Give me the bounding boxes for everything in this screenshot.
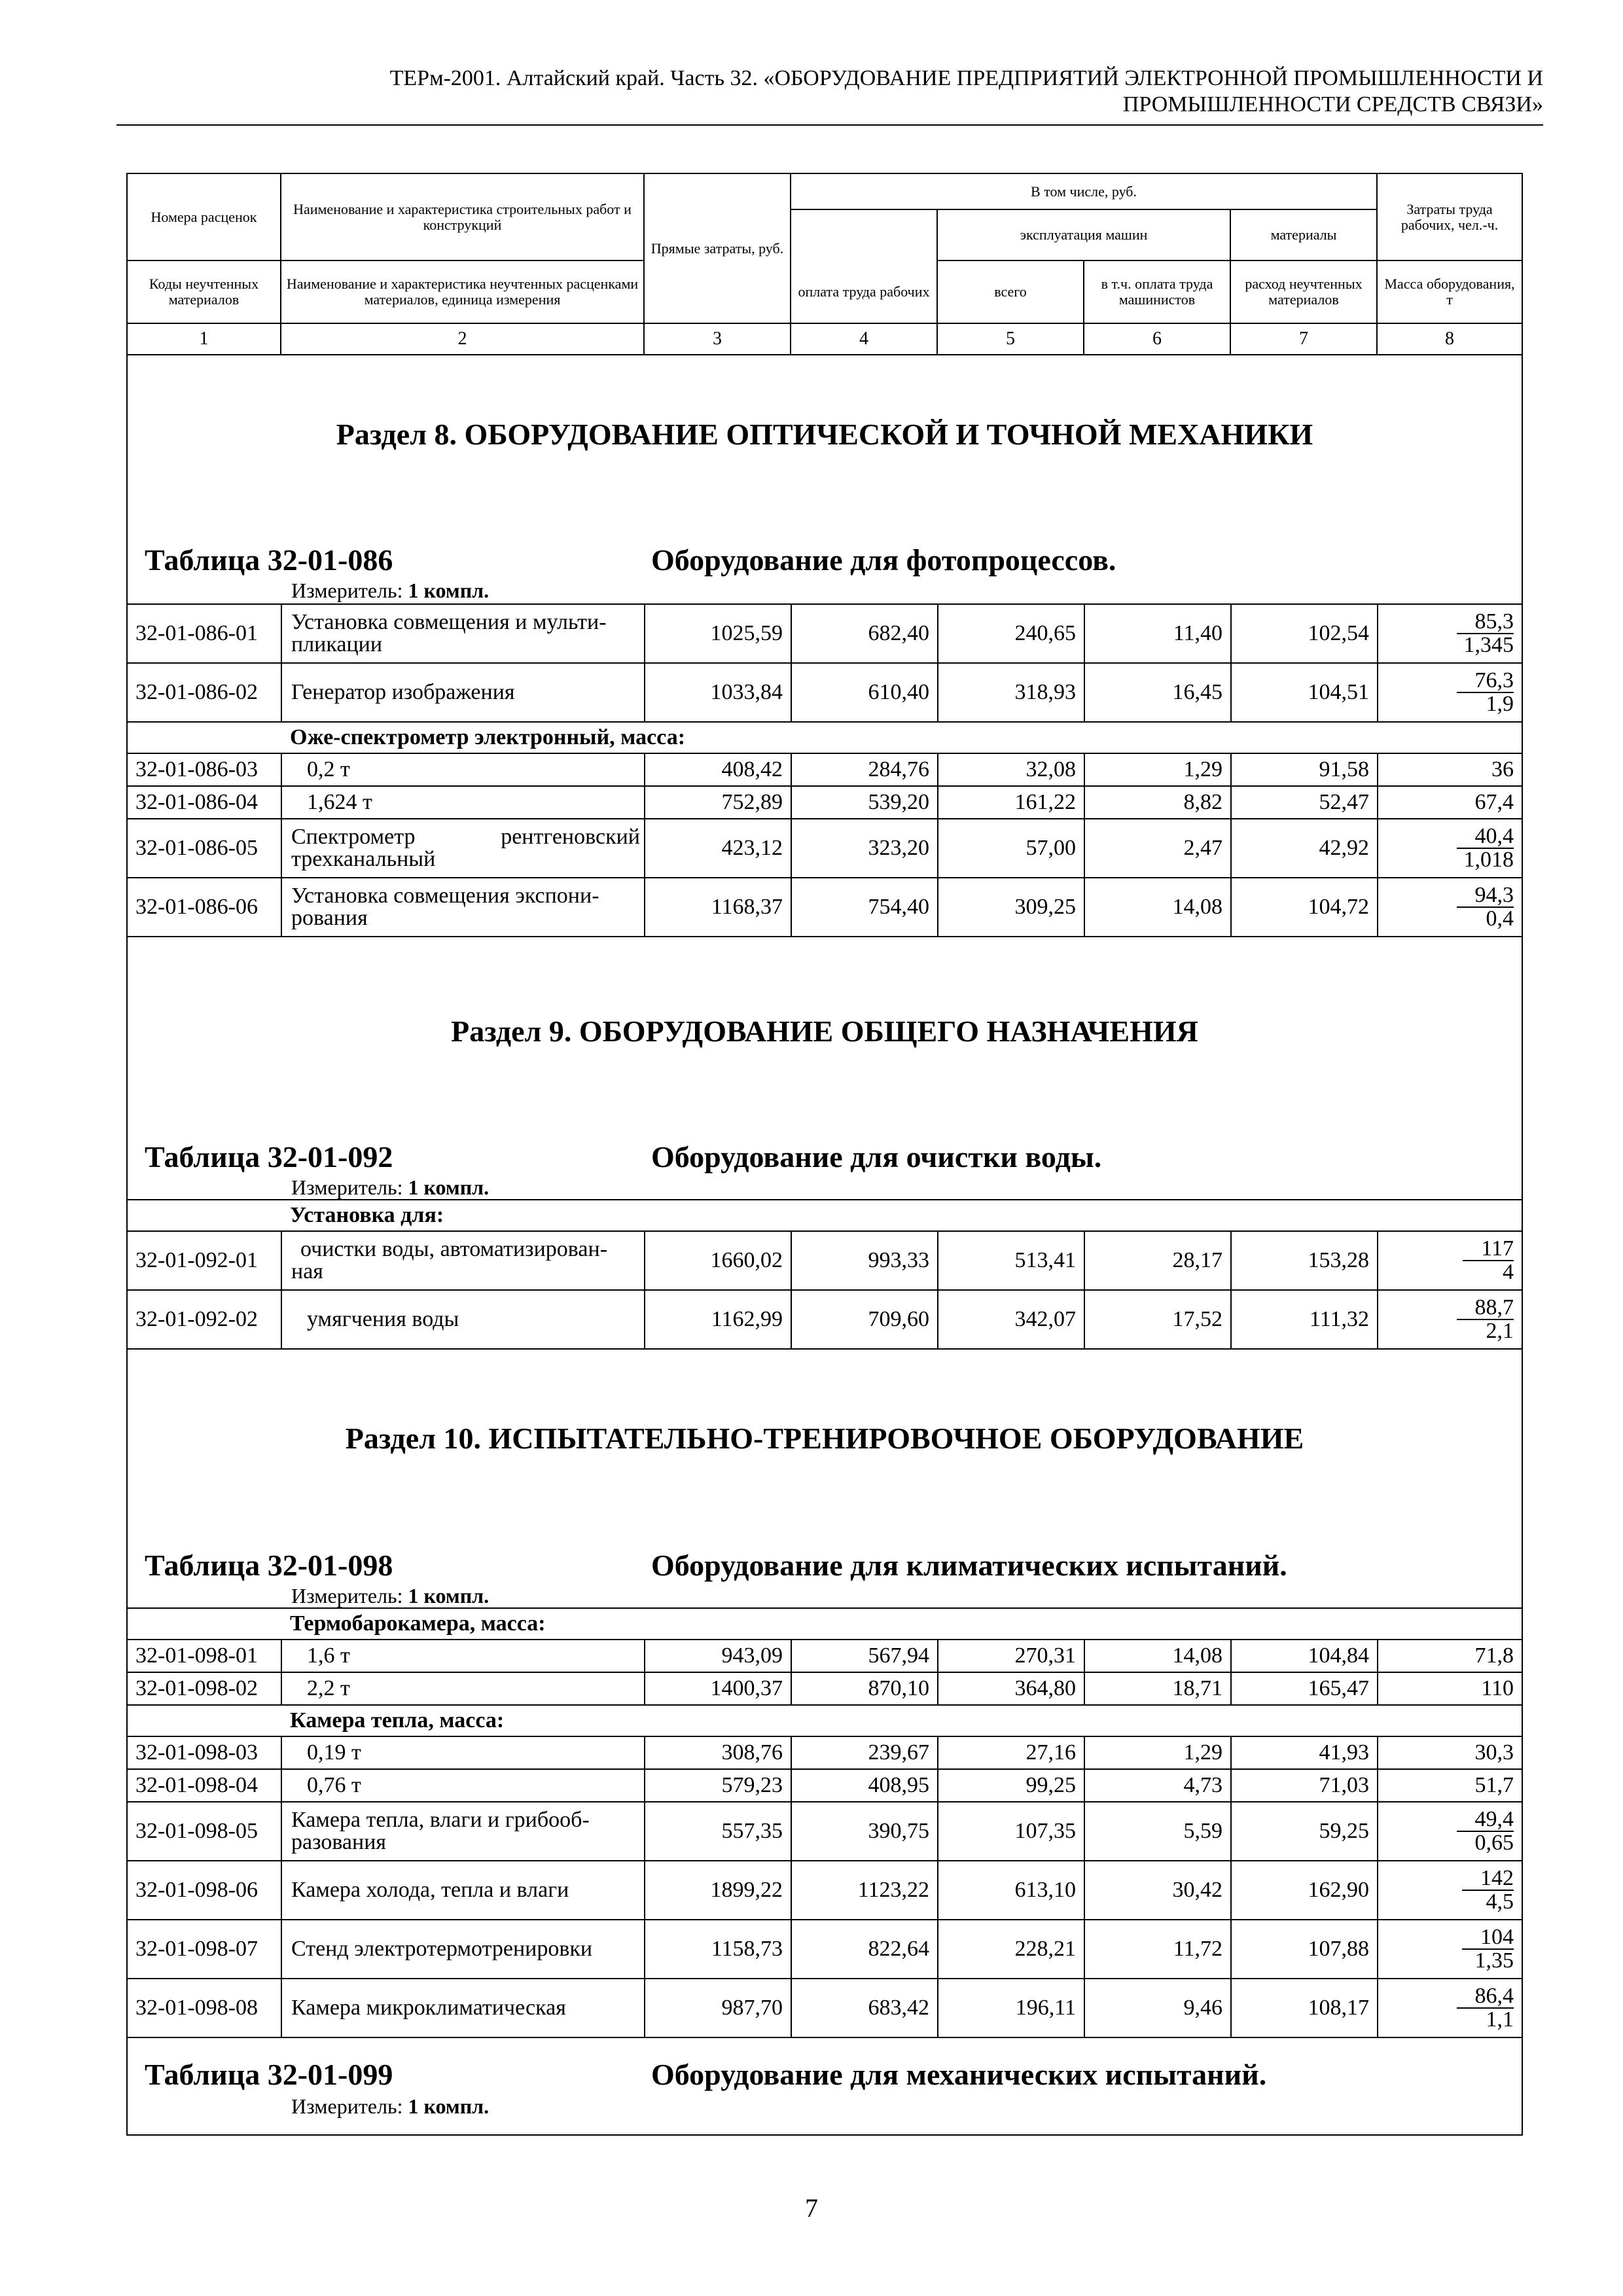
direct-costs: 1660,02: [644, 1232, 791, 1289]
operator-wages: 30,42: [1084, 1861, 1230, 1919]
header-rate-numbers: Номера расценок: [128, 174, 281, 260]
header-material-names: Наименование и характеристика неучтенных расценками материалов, единица измерения: [281, 260, 644, 323]
table-row: [128, 1860, 1522, 1920]
worker-wages: 1123,22: [791, 1861, 937, 1919]
subheading: Термобарокамера, масса:: [290, 1611, 546, 1636]
labor-costs: 110: [1377, 1673, 1522, 1704]
header-including: В том числе, руб.: [791, 174, 1377, 209]
operator-wages: 18,71: [1084, 1673, 1230, 1704]
column-number: 4: [791, 323, 937, 355]
labor-and-mass: [1377, 605, 1522, 662]
column-number: 6: [1084, 323, 1230, 355]
materials: 52,47: [1230, 787, 1377, 818]
direct-costs: 423,12: [644, 819, 791, 877]
worker-wages: 682,40: [791, 605, 937, 662]
labor-costs: 51,7: [1377, 1770, 1522, 1801]
header-direct-costs: Прямые затраты, руб.: [644, 174, 791, 323]
labor-and-mass: [1377, 1979, 1522, 2037]
rate-code: 32-01-098-01: [135, 1643, 258, 1668]
operator-wages: 11,72: [1084, 1920, 1230, 1978]
labor-and-mass: [1377, 1291, 1522, 1348]
operator-wages: 1,29: [1084, 754, 1230, 785]
worker-wages: 754,40: [791, 878, 937, 936]
equipment-mass: 0,4: [1486, 906, 1514, 931]
measure-value: 1 компл.: [408, 1584, 490, 1607]
machines-total: 196,11: [937, 1979, 1084, 2037]
column-number: 2: [281, 323, 644, 355]
rate-name: 0,19 т: [281, 1737, 644, 1768]
rate-code: 32-01-098-04: [135, 1773, 258, 1797]
worker-wages: 870,10: [791, 1673, 937, 1704]
rate-name: [281, 819, 644, 877]
labor-and-mass: [1377, 1803, 1522, 1860]
worker-wages: 390,75: [791, 1803, 937, 1860]
machines-total: 228,21: [937, 1920, 1084, 1978]
machines-total: 270,31: [937, 1640, 1084, 1672]
table-title: Оборудование для климатических испытаний.: [651, 1549, 1287, 1582]
header-rule: [116, 124, 1543, 126]
rate-name-part: ная: [291, 1259, 323, 1283]
rate-name-part: Спектрометр: [291, 825, 416, 849]
machines-total: 240,65: [937, 605, 1084, 662]
labor-costs: 36: [1377, 754, 1522, 785]
measure-label: Измеритель:: [291, 2094, 403, 2118]
column-number: 3: [644, 323, 791, 355]
header-work-name: Наименование и характеристика строительных работ и конструкций: [281, 174, 644, 260]
rate-code: 32-01-086-02: [135, 680, 258, 704]
materials: 107,88: [1230, 1920, 1377, 1978]
equipment-mass: 1,9: [1486, 692, 1514, 716]
equipment-mass: 1,35: [1474, 1948, 1514, 1973]
rate-name: [281, 605, 644, 662]
rate-name: умягчения воды: [281, 1291, 644, 1348]
subheading: Камера тепла, масса:: [290, 1708, 505, 1732]
materials: 59,25: [1230, 1803, 1377, 1860]
header-labor-costs: Затраты труда рабочих, чел.-ч.: [1377, 174, 1522, 260]
rate-code: 32-01-098-02: [135, 1676, 258, 1700]
labor-and-mass: [1377, 1920, 1522, 1978]
rate-name: 2,2 т: [281, 1673, 644, 1704]
table-row: [128, 1768, 1522, 1803]
column-number: 1: [128, 323, 281, 355]
measure-label: Измеритель:: [291, 1175, 403, 1199]
rate-name-text: Установка совмещения и мульти- пликации: [291, 610, 607, 656]
equipment-mass: 4: [1503, 1260, 1514, 1284]
rate-name: [281, 878, 644, 936]
header-machine-operation: эксплуатация машин: [937, 209, 1230, 260]
labor-costs: 85,3: [1457, 611, 1514, 634]
labor-costs: 94,3: [1457, 884, 1514, 908]
machines-total: 57,00: [937, 819, 1084, 877]
worker-wages: 539,20: [791, 787, 937, 818]
rate-name-part: Камера тепла, влаги и грибооб-: [291, 1808, 590, 1832]
rate-code: 32-01-086-05: [135, 836, 258, 860]
measure-unit: [291, 2093, 489, 2119]
table-code: Таблица 32-01-098: [145, 1549, 393, 1582]
direct-costs: 1168,37: [644, 878, 791, 936]
operator-wages: 28,17: [1084, 1232, 1230, 1289]
labor-costs: 40,4: [1457, 825, 1514, 849]
rate-code: 32-01-098-03: [135, 1740, 258, 1765]
labor-costs: 76,3: [1457, 670, 1514, 693]
running-header-line1: ТЕРм-2001. Алтайский край. Часть 32. «ОБОРУДОВАНИЕ ПРЕДПРИЯТИЙ ЭЛЕКТРОННОЙ ПРОМЫШЛЕННОСТИ И: [389, 66, 1543, 90]
machines-total: 99,25: [937, 1770, 1084, 1801]
materials: 104,84: [1230, 1640, 1377, 1672]
table-row: [128, 603, 1522, 664]
table-row: [128, 818, 1522, 878]
worker-wages: 323,20: [791, 819, 937, 877]
machines-total: 161,22: [937, 787, 1084, 818]
materials: 41,93: [1230, 1737, 1377, 1768]
materials: 91,58: [1230, 754, 1377, 785]
rate-name: Генератор изображения: [281, 664, 644, 721]
measure-value: 1 компл.: [408, 1175, 490, 1199]
materials: 162,90: [1230, 1861, 1377, 1919]
column-number: 8: [1377, 323, 1522, 355]
header-worker-wages: оплата труда рабочих: [791, 260, 937, 323]
rate-name-part: рентгеновский: [501, 825, 640, 849]
section-title: Раздел 8. ОБОРУДОВАНИЕ ОПТИЧЕСКОЙ И ТОЧНОЙ МЕХАНИКИ: [336, 418, 1313, 451]
rate-name-part: разования: [291, 1830, 387, 1854]
operator-wages: 17,52: [1084, 1291, 1230, 1348]
operator-wages: 9,46: [1084, 1979, 1230, 2037]
subheading: Оже-спектрометр электронный, масса:: [290, 725, 686, 749]
materials: 153,28: [1230, 1232, 1377, 1289]
rate-code: 32-01-086-06: [135, 895, 258, 919]
table-row: [128, 1736, 1522, 1770]
labor-costs: 88,7: [1457, 1297, 1514, 1320]
rate-code: 32-01-092-02: [135, 1307, 258, 1331]
machines-total: 342,07: [937, 1291, 1084, 1348]
operator-wages: 14,08: [1084, 878, 1230, 936]
column-header-table: [128, 174, 1522, 355]
rate-code: 32-01-086-03: [135, 757, 258, 781]
operator-wages: 11,40: [1084, 605, 1230, 662]
rate-code: 32-01-086-04: [135, 790, 258, 814]
rate-name: Стенд электротермотренировки: [281, 1920, 644, 1978]
column-number: 5: [937, 323, 1084, 355]
equipment-mass: 0,65: [1474, 1831, 1514, 1855]
table-title: Оборудование для очистки воды.: [651, 1140, 1102, 1174]
table-row: [128, 1919, 1522, 1979]
table-code: Таблица 32-01-086: [145, 543, 393, 577]
table-row: [128, 1230, 1522, 1291]
worker-wages: 709,60: [791, 1291, 937, 1348]
table-title: Оборудование для механических испытаний.: [651, 2058, 1267, 2091]
rate-code: 32-01-098-06: [135, 1878, 258, 1902]
labor-and-mass: [1377, 878, 1522, 936]
worker-wages: 567,94: [791, 1640, 937, 1672]
operator-wages: 16,45: [1084, 664, 1230, 721]
header-wages-spacer: [791, 209, 937, 260]
table-code: Таблица 32-01-092: [145, 1140, 393, 1174]
measure-value: 1 компл.: [408, 2094, 490, 2118]
table-row: [128, 785, 1522, 819]
table-row: [128, 1289, 1522, 1350]
header-operator-wages: в т.ч. оплата труда машинистов: [1084, 260, 1230, 323]
measure-unit: [291, 577, 489, 603]
direct-costs: 943,09: [644, 1640, 791, 1672]
machines-total: 107,35: [937, 1803, 1084, 1860]
running-header-line2: ПРОМЫШЛЕННОСТИ СРЕДСТВ СВЯЗИ»: [1122, 92, 1543, 117]
rate-code: 32-01-086-01: [135, 621, 258, 645]
rate-name: 0,76 т: [281, 1770, 644, 1801]
rate-name: 0,2 т: [281, 754, 644, 785]
rate-name: 1,6 т: [281, 1640, 644, 1672]
materials: 102,54: [1230, 605, 1377, 662]
rate-name: [281, 1803, 644, 1860]
measure-label: Измеритель:: [291, 579, 403, 602]
rate-name: Камера микроклиматическая: [281, 1979, 644, 2037]
machines-total: 27,16: [937, 1737, 1084, 1768]
operator-wages: 1,29: [1084, 1737, 1230, 1768]
labor-costs: 71,8: [1377, 1640, 1522, 1672]
labor-costs: 86,4: [1457, 1985, 1514, 2009]
operator-wages: 5,59: [1084, 1803, 1230, 1860]
rate-code: 32-01-098-07: [135, 1937, 258, 1961]
direct-costs: 752,89: [644, 787, 791, 818]
rate-name: [281, 1232, 644, 1289]
measure-unit: [291, 1174, 489, 1200]
operator-wages: 8,82: [1084, 787, 1230, 818]
materials: 111,32: [1230, 1291, 1377, 1348]
direct-costs: 1400,37: [644, 1673, 791, 1704]
table-row: [128, 877, 1522, 937]
header-material-consumption: расход неучтенных материалов: [1230, 260, 1377, 323]
rate-code: 32-01-092-01: [135, 1248, 258, 1272]
direct-costs: 579,23: [644, 1770, 791, 1801]
subheading: Установка для:: [290, 1203, 444, 1227]
worker-wages: 284,76: [791, 754, 937, 785]
rate-code: 32-01-098-05: [135, 1819, 258, 1843]
rate-name-part: трехканальный: [291, 847, 436, 871]
measure-label: Измеритель:: [291, 1584, 403, 1607]
direct-costs: 557,35: [644, 1803, 791, 1860]
worker-wages: 683,42: [791, 1979, 937, 2037]
table-row: [128, 1801, 1522, 1861]
equipment-mass: 4,5: [1486, 1890, 1514, 1914]
materials: 108,17: [1230, 1979, 1377, 2037]
table-row: [128, 662, 1522, 723]
operator-wages: 14,08: [1084, 1640, 1230, 1672]
header-material-codes: Коды неучтенных материалов: [128, 260, 281, 323]
labor-costs: 67,4: [1377, 787, 1522, 818]
equipment-mass: 1,345: [1463, 633, 1514, 657]
price-table-sheet: [126, 173, 1523, 2136]
labor-costs: 142: [1462, 1867, 1514, 1891]
direct-costs: 408,42: [644, 754, 791, 785]
labor-and-mass: [1377, 1232, 1522, 1289]
table-row: [128, 1639, 1522, 1673]
table-code: Таблица 32-01-099: [145, 2058, 393, 2091]
table-row: [128, 1978, 1522, 2038]
labor-and-mass: [1377, 1861, 1522, 1919]
measure-unit: [291, 1583, 489, 1609]
direct-costs: 308,76: [644, 1737, 791, 1768]
measure-value: 1 компл.: [408, 579, 490, 602]
equipment-mass: 1,018: [1463, 848, 1514, 872]
table-row: [128, 753, 1522, 787]
rate-name: Камера холода, тепла и влаги: [281, 1861, 644, 1919]
header-equipment-mass: Масса оборудования, т: [1377, 260, 1522, 323]
section-title: Раздел 9. ОБОРУДОВАНИЕ ОБЩЕГО НАЗНАЧЕНИЯ: [451, 1014, 1198, 1048]
materials: 165,47: [1230, 1673, 1377, 1704]
materials: 42,92: [1230, 819, 1377, 877]
machines-total: 32,08: [937, 754, 1084, 785]
labor-costs: 117: [1463, 1238, 1514, 1261]
materials: 104,51: [1230, 664, 1377, 721]
table-row: [128, 1672, 1522, 1706]
page-number: 7: [805, 2193, 818, 2223]
equipment-mass: 2,1: [1486, 1319, 1514, 1343]
machines-total: 309,25: [937, 878, 1084, 936]
machines-total: 513,41: [937, 1232, 1084, 1289]
direct-costs: 1162,99: [644, 1291, 791, 1348]
machines-total: 318,93: [937, 664, 1084, 721]
rate-name-part: рования: [291, 906, 368, 930]
direct-costs: 987,70: [644, 1979, 791, 2037]
labor-costs: 49,4: [1457, 1808, 1514, 1832]
rate-name: 1,624 т: [281, 787, 644, 818]
rate-code: 32-01-098-08: [135, 1996, 258, 2020]
worker-wages: 993,33: [791, 1232, 937, 1289]
worker-wages: 822,64: [791, 1920, 937, 1978]
machines-total: 613,10: [937, 1861, 1084, 1919]
direct-costs: 1033,84: [644, 664, 791, 721]
labor-and-mass: [1377, 664, 1522, 721]
direct-costs: 1025,59: [644, 605, 791, 662]
labor-costs: 104: [1462, 1926, 1514, 1950]
operator-wages: 2,47: [1084, 819, 1230, 877]
section-title: Раздел 10. ИСПЫТАТЕЛЬНО-ТРЕНИРОВОЧНОЕ ОБОРУДОВАНИЕ: [345, 1422, 1304, 1455]
labor-and-mass: [1377, 819, 1522, 877]
worker-wages: 610,40: [791, 664, 937, 721]
rate-name-part: Установка совмещения экспони-: [291, 884, 599, 908]
column-number: 7: [1230, 323, 1377, 355]
running-header: [116, 65, 1543, 118]
worker-wages: 239,67: [791, 1737, 937, 1768]
header-machines-total: всего: [937, 260, 1084, 323]
materials: 104,72: [1230, 878, 1377, 936]
operator-wages: 4,73: [1084, 1770, 1230, 1801]
machines-total: 364,80: [937, 1673, 1084, 1704]
equipment-mass: 1,1: [1486, 2007, 1514, 2032]
labor-costs: 30,3: [1377, 1737, 1522, 1768]
direct-costs: 1899,22: [644, 1861, 791, 1919]
worker-wages: 408,95: [791, 1770, 937, 1801]
rate-name-part: очистки воды, автоматизирован-: [300, 1237, 608, 1261]
direct-costs: 1158,73: [644, 1920, 791, 1978]
header-materials: материалы: [1230, 209, 1377, 260]
table-title: Оборудование для фотопроцессов.: [651, 543, 1116, 577]
materials: 71,03: [1230, 1770, 1377, 1801]
